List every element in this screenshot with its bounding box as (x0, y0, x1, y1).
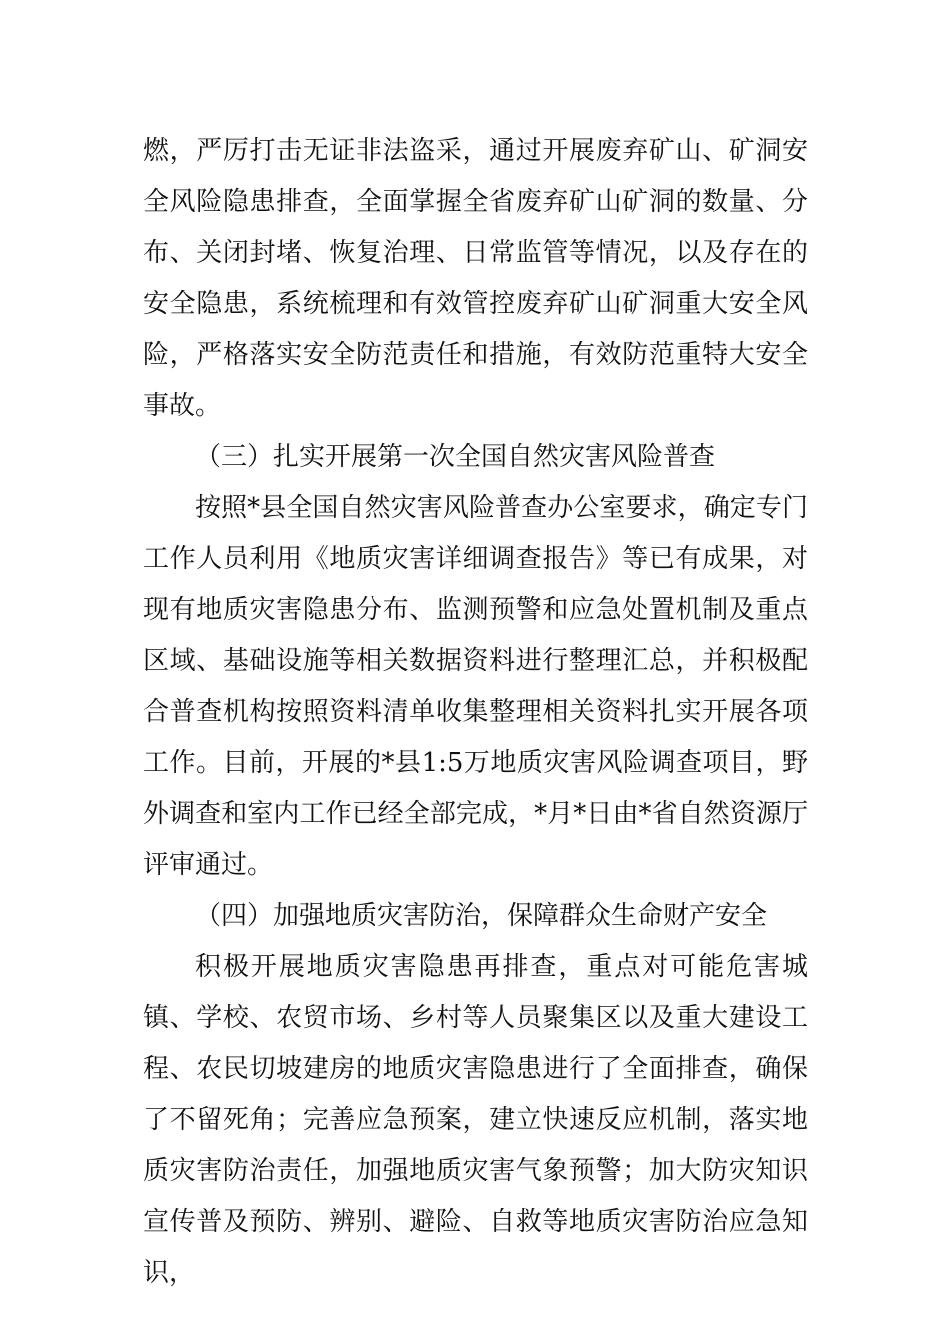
section-heading-four: （四）加强地质灾害防治，保障群众生命财产安全 (195, 901, 768, 931)
paragraph-disaster-survey: 按照*县全国自然灾害风险普查办公室要求，确定专门工作人员利用《地质灾害详细调查报告》等已有成果，对现有地质灾害隐患分布、监测预警和应急处置机制及重点区域、基础设施等相关数据资料进行整理汇总，并积极配合普查机构按照资料清单收集整理相关资料扎实开展各项工作。目前，开展的*县1:5万地质灾害风险调查项目，野外调查和室内工作已经全部完成，*月*日由*省自然资源厅评审通过。 (143, 493, 808, 880)
paragraph-disaster-prevention: 积极开展地质灾害隐患再排查，重点对可能危害城镇、学校、农贸市场、乡村等人员聚集区以及重大建设工程、农民切坡建房的地质灾害隐患进行了全面排查，确保了不留死角；完善应急预案，建立快速反应机制，落实地质灾害防治责任，加强地质灾害气象预警；加大防灾知识宣传普及预防、辨别、避险、自救等地质灾害防治应急知识， (143, 952, 808, 1288)
paragraph-continuation: 燃，严厉打击无证非法盗采，通过开展废弃矿山、矿洞安全风险隐患排查，全面掌握全省废弃矿山矿洞的数量、分布、关闭封堵、恢复治理、日常监管等情况，以及存在的安全隐患，系统梳理和有效管控废弃矿山矿洞重大安全风险，严格落实安全防范责任和措施，有效防范重特大安全事故。 (143, 136, 808, 421)
document-body (143, 126, 808, 1299)
section-heading-three: （三）扎实开展第一次全国自然灾害风险普查 (195, 442, 716, 472)
